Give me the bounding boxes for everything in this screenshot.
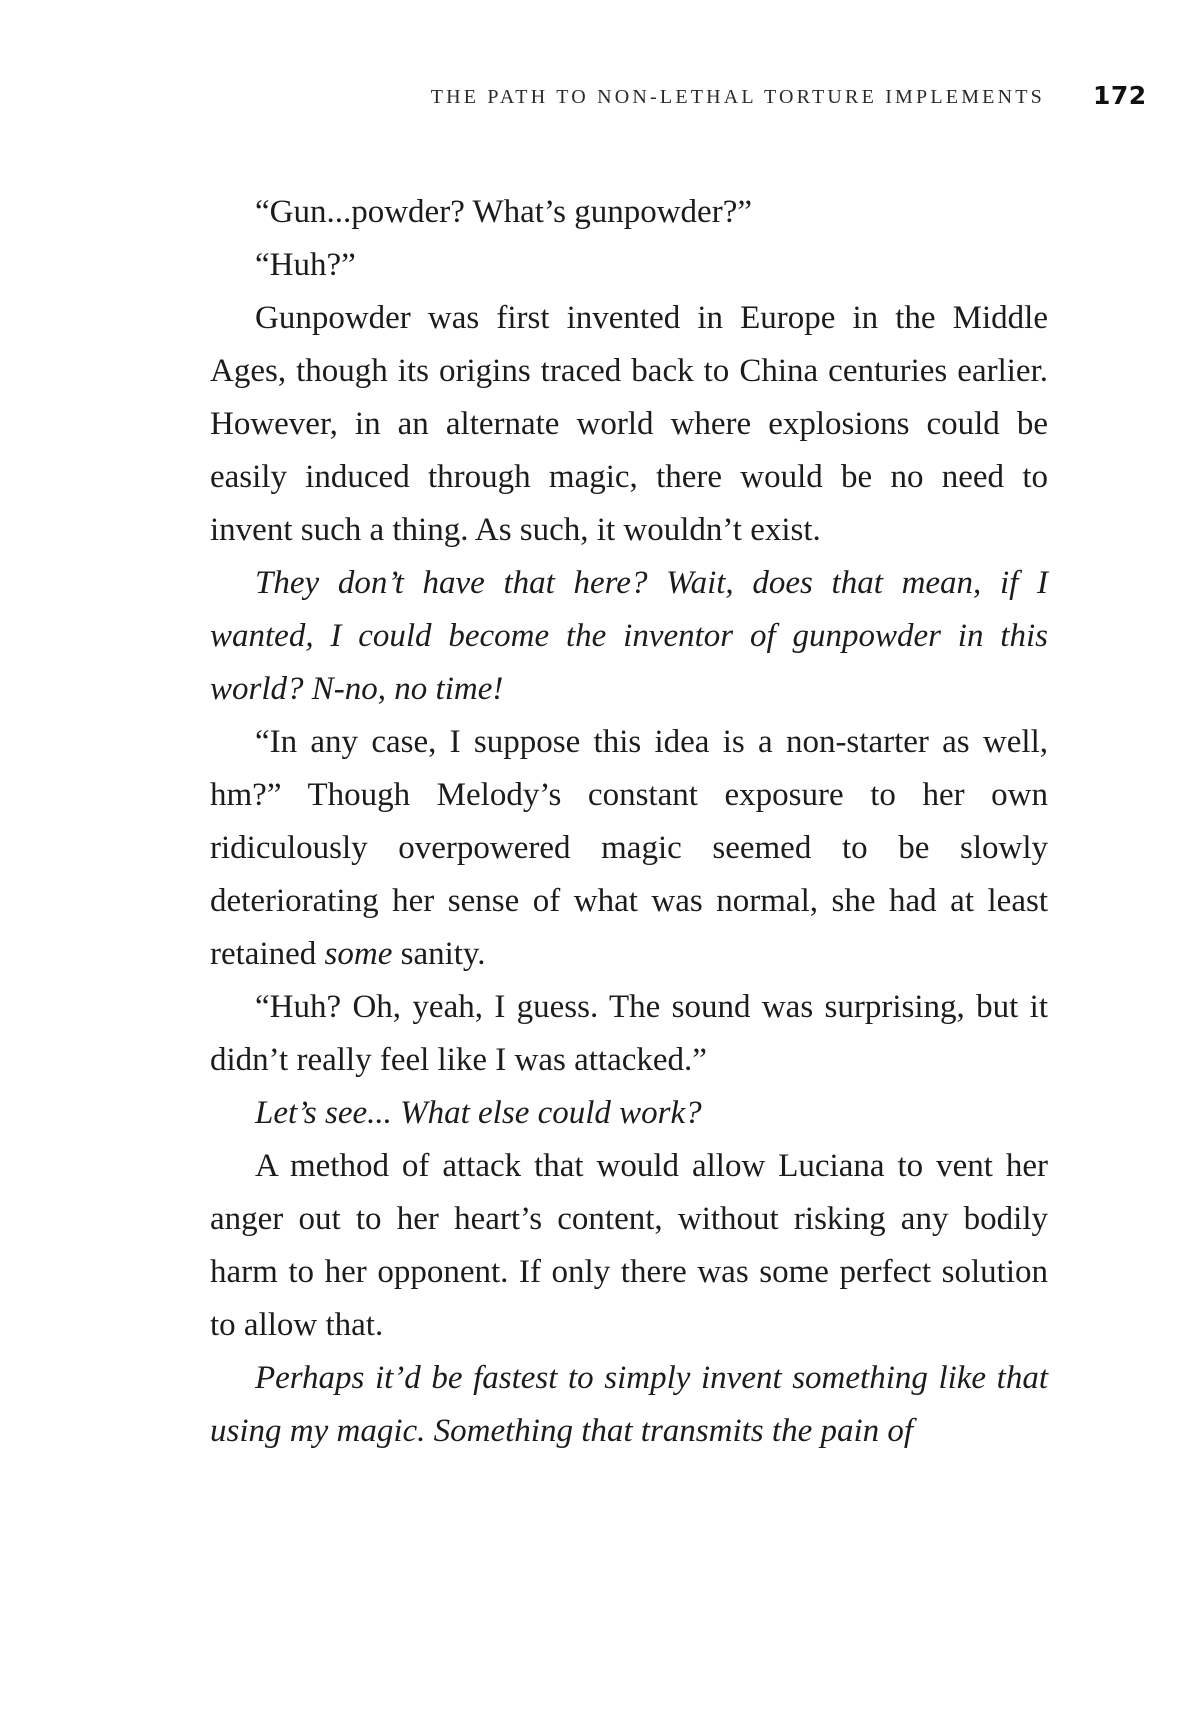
chapter-title: THE PATH TO NON-LETHAL TORTURE IMPLEMENTS — [430, 86, 1045, 108]
paragraph-dialogue: “Huh?” — [255, 247, 356, 283]
paragraph-dialogue-narration — [210, 716, 1048, 981]
paragraph-text: sanity. — [392, 936, 486, 972]
body-text — [210, 186, 1048, 1458]
paragraph-inner-thought: They don’t have that here? Wait, does that mean, if I wanted, I could become the inventor of gunpowder in this world? N-no, no time! — [210, 565, 1048, 707]
paragraph-narration: A method of attack that would allow Luciana to vent her anger out to her heart’s content, without risking any bodily harm to her opponent. If only there was some perfect solution to allow that. — [210, 1148, 1048, 1343]
paragraph-dialogue: “Huh? Oh, yeah, I guess. The sound was surprising, but it didn’t really feel like I was attacked.” — [210, 989, 1048, 1078]
paragraph-narration: Gunpowder was first invented in Europe in the Middle Ages, though its origins traced back to China centuries earlier. However, in an alternate world where explosions could be easily induced through magic, there would be no need to invent such a thing. As such, it wouldn’t exist. — [210, 300, 1048, 548]
paragraph-inner-thought: Let’s see... What else could work? — [255, 1095, 702, 1131]
page-number: 172 — [1093, 81, 1147, 110]
paragraph-dialogue: “Gun...powder? What’s gunpowder?” — [255, 194, 752, 230]
emphasized-word: some — [324, 936, 393, 972]
paragraph-text: “In any case, I suppose this idea is a non-starter as well, hm?” Though Melody’s constant exposure to her own ridiculously overpowered magic seemed to be slowly deteriorating her sense of what was normal, she had at least retained — [210, 724, 1048, 972]
running-header — [0, 81, 1200, 116]
paragraph-inner-thought: Perhaps it’d be fastest to simply invent something like that using my magic. Something that transmits the pain of — [210, 1360, 1048, 1449]
